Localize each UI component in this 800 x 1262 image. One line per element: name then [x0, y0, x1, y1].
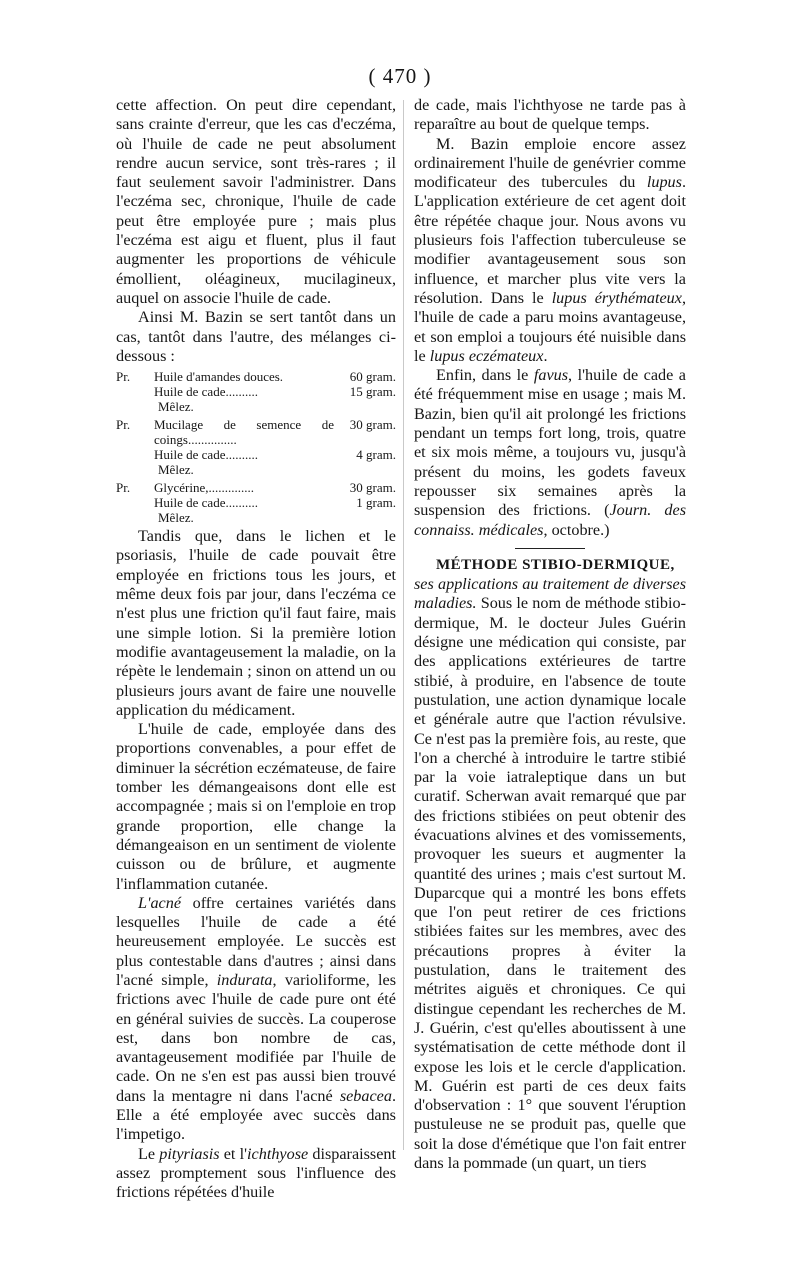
- paragraph: L'acné offre certaines variétés dans lesquelles l'huile de cade a été heureusement employée. Le succès est plus contestable dans d'autres ; ainsi dans l'acné simple, indurata, varioliforme, les frictions avec l'huile de cade pure ont été en général suivies de succès. La couperose est, dans bon nombre de cas, avantageusement modifiée par l'huile de cade. On ne s'en est pas aussi bien trouvé dans la mentagre ni dans l'acné sebacea. Elle a été employée avec succès dans l'impetigo.: [116, 893, 396, 1144]
- recipe-2: Pr. Mucilage de semence de coings............... 30 gram. Huile de cade.......... 4 gram. Mêlez.: [116, 417, 396, 478]
- paragraph: L'huile de cade, employée dans des proportions convenables, a pour effet de diminuer la sécrétion eczémateuse, de faire tomber les démangeaisons dont elle est accompagnée ; mais si on l'emploie en trop grande proportion, elle change la démangeaison en un sentiment de violente cuisson ou de brûlure, et augmente l'inflammation cutanée.: [116, 720, 396, 893]
- recipe-1: Pr. Huile d'amandes douces. 60 gram. Huile de cade.......... 15 gram. Mêlez.: [116, 369, 396, 415]
- section-title: MÉTHODE STIBIO-DERMIQUE,: [436, 556, 675, 573]
- paragraph: Ainsi M. Bazin se sert tantôt dans un cas, tantôt dans l'autre, des mélanges ci-dessous :: [116, 308, 396, 365]
- section-subtitle: ses applications au traitement de diverses maladies.: [414, 575, 686, 613]
- section-divider: [515, 548, 585, 549]
- paragraph: Enfin, dans le favus, l'huile de cade a été fréquemment mise en usage ; mais M. Bazin, bien qu'il ait prolongé les frictions pendant un temps fort long, trois, quatre et six mois même, a toujours vu, jusqu'à présent du moins, les godets faveux repousser six semaines après la suspension des frictions. (Journ. des connaiss. médicales, octobre.): [414, 366, 687, 539]
- left-column: [116, 96, 396, 1203]
- paragraph: M. Bazin emploie encore assez ordinairement l'huile de genévrier comme modificateur des tubercules du lupus. L'application extérieure de cet agent doit être répétée chaque jour. Nous avons vu plusieurs fois l'affection tuberculeuse se modifier avantageusement sous son influence, et marcher plus vite vers la résolution. Dans le lupus érythémateux, l'huile de cade a paru moins avantageuse, et son emploi a toujours été nuisible dans le lupus eczémateux.: [414, 134, 686, 365]
- column-divider: [403, 100, 404, 1150]
- section-paragraph: MÉTHODE STIBIO-DERMIQUE, ses applications au traitement de diverses maladies. Sous le nom de méthode stibio-dermique, M. le docteur Jules Guérin désigne une médication qui consiste, par des applications extérieures de tartre stibié, à produire, en l'absence de toute pustulation, une action dynamique locale et générale autre que l'action révulsive. Ce n'est pas la première fois, au reste, que l'on a cherché à introduire le tartre stibié par la voie iatraleptique dans un but curatif. Scherwan avait remarqué que par des frictions stibiées on peut obtenir des évacuations alvines et des vomissements, provoquer les sueurs et augmenter la quantité des urines ; mais c'est surtout M. Duparcque qui a montré les bons effets que l'on peut retirer de ces frictions stibiées faites sur les membres, avec des précautions propres à éviter la pustulation, dans le traitement des métrites aiguës et chroniques. Ce qui distingue cependant les recherches de M. J. Guérin, c'est qu'elles aboutissent à une systématisation de cette méthode dont il expose les lois et le cercle d'application. M. Guérin est parti de ces deux faits d'observation : 1° que souvent l'éruption pustuleuse ne se produit pas, quelle que soit la dose d'émétique que l'on fait entrer dans la pommade (un quart, un tiers: [414, 556, 686, 1173]
- paragraph: cette affection. On peut dire cependant, sans crainte d'erreur, que les cas d'eczéma, où l'huile de cade ne peut absolument rendre aucun service, sont très-rares ; il faut seulement savoir l'administrer. Dans l'eczéma sec, chronique, l'huile de cade peut être employée pure ; mais plus l'eczéma est aigu et fluent, plus il faut augmenter les proportions de véhicule émollient, oléagineux, mucilagineux, auquel on associe l'huile de cade.: [116, 96, 396, 307]
- paragraph: Le pityriasis et l'ichthyose disparaissent assez promptement sous l'influence des frictions répétées d'huile: [116, 1144, 396, 1202]
- paragraph: Tandis que, dans le lichen et le psoriasis, l'huile de cade pouvait être employée en frictions tous les jours, et même deux fois par jour, dans l'eczéma ce n'est plus une friction qu'il faut faire, mais une simple lotion. Si la première lotion modifie avantageusement la maladie, on la répète le lendemain ; sinon on attend un ou plusieurs jours avant de faire une nouvelle application du médicament.: [116, 527, 396, 719]
- page-number: ( 470 ): [368, 64, 432, 88]
- right-column: [414, 96, 686, 1173]
- recipe-3: Pr. Glycérine,.............. 30 gram. Huile de cade.......... 1 gram. Mêlez.: [116, 480, 396, 526]
- paragraph: de cade, mais l'ichthyose ne tarde pas à reparaître au bout de quelque temps.: [414, 96, 686, 134]
